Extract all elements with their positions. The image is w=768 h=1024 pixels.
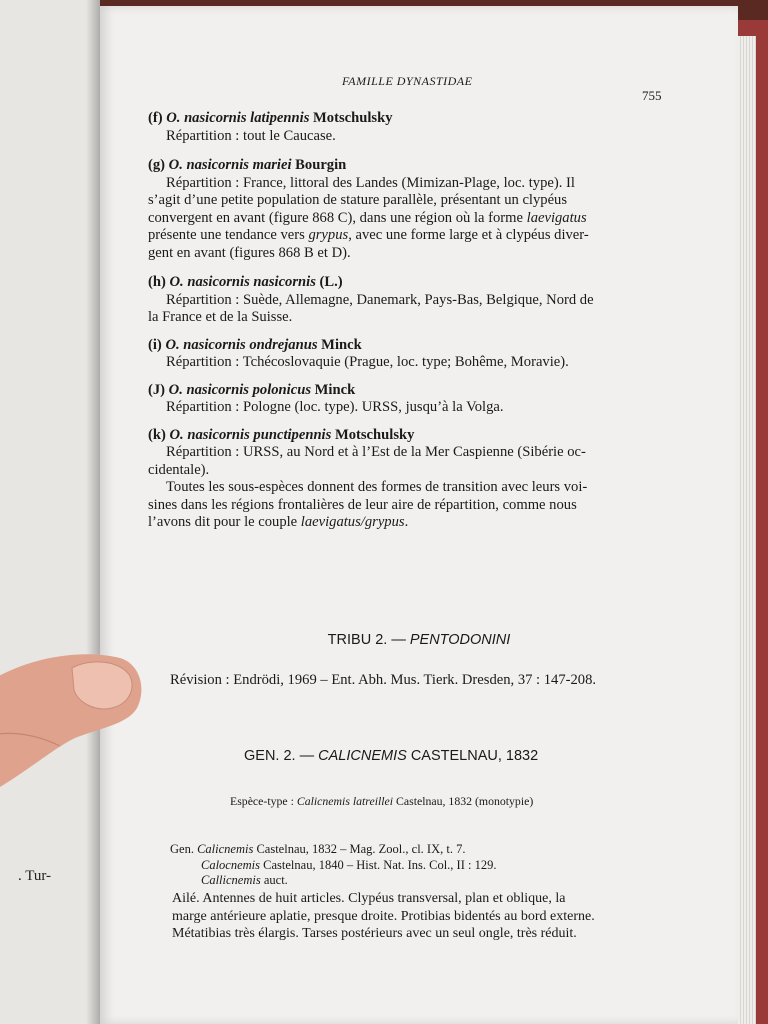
tribe-label: TRIBU 2. — bbox=[327, 632, 406, 648]
distribution-line: cidentale). bbox=[148, 461, 210, 478]
genus-name: CALICNEMIS bbox=[318, 748, 407, 764]
subspecies-heading bbox=[148, 382, 656, 400]
description-line: marge antérieure aplatie, presque droite. Protibias bidentés au bord externe. bbox=[172, 908, 595, 924]
type-species bbox=[230, 794, 533, 809]
genus-label: GEN. 2. — bbox=[244, 748, 315, 764]
left-page bbox=[0, 0, 100, 1024]
tribe-name: PENTODONINI bbox=[409, 632, 511, 648]
distribution-line: Répartition : Pologne (loc. type). URSS, jusqu’à la Volga. bbox=[166, 399, 504, 415]
paragraph-line: sines dans les régions frontalières de leur aire de répartition, comme nous bbox=[148, 496, 577, 513]
taxon-name: O. nasicornis nasicornis bbox=[169, 274, 316, 290]
left-page-text-fragment: . Tur- bbox=[18, 868, 52, 884]
entry-letter: (h) bbox=[148, 274, 170, 290]
entry-letter: (g) bbox=[148, 157, 169, 173]
type-species-prefix: Espèce-type : bbox=[230, 794, 294, 808]
right-page bbox=[100, 6, 738, 1024]
distribution-line: Répartition : France, littoral des Landes (Mimizan-Plage, loc. type). Il bbox=[166, 174, 575, 191]
subspecies-entry bbox=[148, 427, 656, 480]
taxon-name: O. nasicornis latipennis bbox=[166, 110, 310, 126]
gutter-shadow bbox=[86, 0, 100, 1024]
subspecies-entry bbox=[148, 110, 656, 145]
entry-letter: (J) bbox=[148, 381, 169, 398]
distribution-line: présente une tendance vers grypus, avec une forme large et à clypéus diver- bbox=[148, 227, 589, 243]
running-title: FAMILLE DYNASTIDAE bbox=[342, 74, 473, 88]
taxon-name: O. nasicornis polonicus bbox=[168, 381, 311, 398]
transition-paragraph bbox=[148, 479, 656, 532]
genus-heading bbox=[244, 748, 538, 764]
genus-author: CASTELNAU, 1832 bbox=[410, 748, 539, 764]
distribution-line: Répartition : Suède, Allemagne, Danemark, Pays-Bas, Belgique, Nord de bbox=[166, 291, 594, 308]
distribution-line: Répartition : Tchécoslovaquie (Prague, loc. type; Bohême, Moravie). bbox=[166, 354, 569, 370]
paragraph-line: Toutes les sous-espèces donnent des formes de transition avec leurs voi- bbox=[166, 479, 588, 495]
subspecies-heading bbox=[148, 274, 656, 292]
taxon-author: (L.) bbox=[315, 274, 343, 290]
description-line: Métatibias très élargis. Tarses postérieurs avec un seul ongle, très réduit. bbox=[172, 926, 577, 941]
type-species-author: Castelnau, 1832 (monotypie) bbox=[396, 794, 534, 808]
page-stack-edges bbox=[738, 36, 756, 1024]
taxon-author: Minck bbox=[311, 381, 356, 398]
entry-letter: (i) bbox=[148, 336, 166, 353]
subspecies-entry bbox=[148, 337, 656, 372]
subspecies-heading bbox=[148, 337, 656, 355]
subspecies-entry bbox=[148, 382, 656, 417]
distribution-line: convergent en avant (figure 868 C), dans une région où la forme laevigatus bbox=[148, 209, 587, 226]
taxon-author: Bourgin bbox=[291, 157, 347, 173]
distribution-line: la France et de la Suisse. bbox=[148, 309, 293, 325]
synonymy-line: Calocnemis Castelnau, 1840 – Hist. Nat. Ins. Col., II : 129. bbox=[201, 857, 497, 872]
thumb-photo bbox=[0, 628, 150, 818]
taxon-author: Motschulsky bbox=[309, 110, 393, 126]
taxon-author: Motschulsky bbox=[331, 426, 415, 443]
subspecies-heading bbox=[148, 110, 656, 128]
description-line: Ailé. Antennes de huit articles. Clypéus transversal, plan et oblique, la bbox=[172, 891, 566, 906]
distribution-line: Répartition : URSS, au Nord et à l’Est de la Mer Caspienne (Sibérie oc- bbox=[166, 444, 586, 460]
distribution-line: Répartition : tout le Caucase. bbox=[166, 127, 336, 144]
taxon-name: O. nasicornis mariei bbox=[168, 157, 292, 173]
subspecies-heading bbox=[148, 157, 656, 175]
distribution-line: s’agit d’une petite population de stature parallèle, présentant un clypéus bbox=[148, 192, 568, 208]
genus-description bbox=[172, 890, 634, 943]
revision-reference: Révision : Endrödi, 1969 – Ent. Abh. Mus. Tierk. Dresden, 37 : 147-208. bbox=[170, 672, 597, 688]
taxon-author: Minck bbox=[317, 336, 362, 353]
synonymy-list bbox=[170, 842, 496, 889]
entry-letter: (f) bbox=[148, 110, 167, 126]
synonymy-line: Gen. Calicnemis Castelnau, 1832 – Mag. Zool., cl. IX, t. 7. bbox=[170, 842, 466, 856]
subspecies-entry bbox=[148, 157, 656, 262]
page-number: 755 bbox=[642, 88, 662, 103]
tribe-heading bbox=[100, 632, 738, 648]
subspecies-list bbox=[148, 110, 656, 532]
entry-letter: (k) bbox=[148, 426, 170, 443]
type-species-name: Calicnemis latreillei bbox=[296, 794, 394, 808]
distribution-line: gent en avant (figures 868 B et D). bbox=[148, 244, 351, 261]
subspecies-heading bbox=[148, 427, 656, 445]
subspecies-entry bbox=[148, 274, 656, 327]
synonymy-line: Callicnemis auct. bbox=[201, 873, 288, 887]
taxon-name: O. nasicornis punctipennis bbox=[169, 426, 332, 443]
taxon-name: O. nasicornis ondrejanus bbox=[165, 336, 318, 353]
paragraph-line: l’avons dit pour le couple laevigatus/grypus. bbox=[148, 514, 409, 530]
